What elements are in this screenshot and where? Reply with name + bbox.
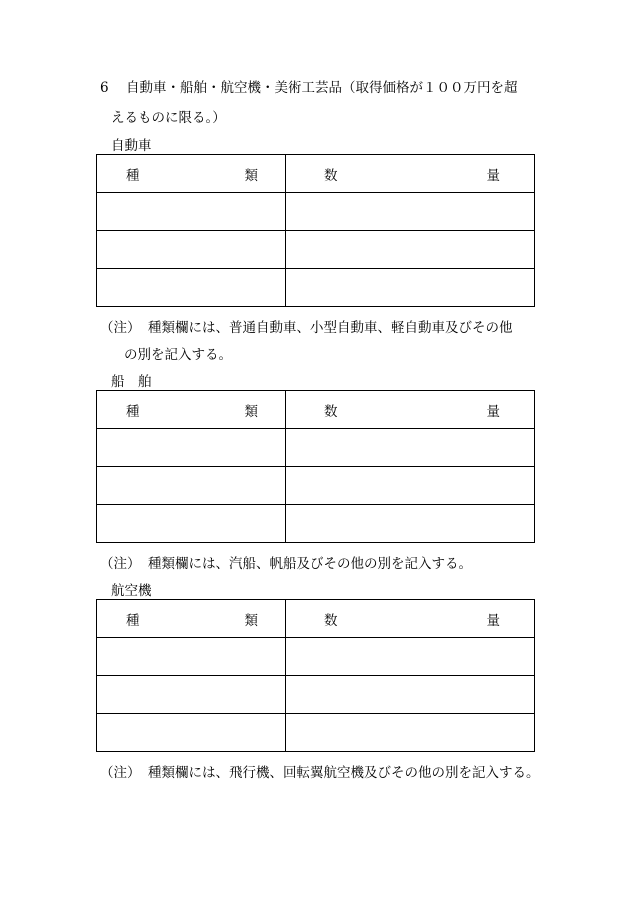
aircraft-note <box>100 761 540 781</box>
kind-cell[interactable] <box>97 676 286 714</box>
header-qty-char2: 量 <box>486 612 500 629</box>
kind-column-header <box>97 600 286 638</box>
table-row <box>97 467 535 505</box>
aircraft-note-line1: 種類欄には、飛行機、回転翼航空機及びその他の別を記入する。 <box>148 765 540 781</box>
header-kind-char1: 種 <box>126 612 140 629</box>
header-kind-char2: 類 <box>244 612 258 629</box>
header-kind-char1: 種 <box>126 403 140 420</box>
kind-cell[interactable] <box>97 505 286 543</box>
header-qty-char1: 数 <box>324 612 338 629</box>
section-number: 6 <box>100 80 109 96</box>
quantity-cell[interactable] <box>286 193 535 231</box>
table-header-row <box>97 600 535 638</box>
kind-cell[interactable] <box>97 193 286 231</box>
section-title-line2: えるものに限る。） <box>111 110 226 126</box>
automobile-note-line2: の別を記入する。 <box>124 347 232 363</box>
quantity-column-header <box>286 391 535 429</box>
aircraft-table <box>96 599 535 752</box>
quantity-cell[interactable] <box>286 429 535 467</box>
table-header-row <box>97 155 535 193</box>
kind-cell[interactable] <box>97 714 286 752</box>
automobile-note-line1: 種類欄には、普通自動車、小型自動車、軽自動車及びその他 <box>148 320 513 336</box>
table-row <box>97 714 535 752</box>
ship-label: 船 舶 <box>111 374 152 390</box>
kind-column-header <box>97 391 286 429</box>
quantity-cell[interactable] <box>286 505 535 543</box>
kind-cell[interactable] <box>97 638 286 676</box>
quantity-cell[interactable] <box>286 467 535 505</box>
quantity-cell[interactable] <box>286 269 535 307</box>
header-qty-char1: 数 <box>324 403 338 420</box>
kind-column-header <box>97 155 286 193</box>
quantity-cell[interactable] <box>286 231 535 269</box>
automobile-label: 自動車 <box>111 138 152 154</box>
table-row <box>97 269 535 307</box>
table-row <box>97 429 535 467</box>
section-heading <box>100 76 518 96</box>
quantity-column-header <box>286 600 535 638</box>
kind-cell[interactable] <box>97 429 286 467</box>
note-tag: （注） <box>100 556 141 572</box>
header-kind-char2: 類 <box>244 167 258 184</box>
section-title-line1: 自動車・船舶・航空機・美術工芸品（取得価格が１００万円を超 <box>126 80 518 96</box>
kind-cell[interactable] <box>97 269 286 307</box>
ship-table <box>96 390 535 543</box>
header-qty-char2: 量 <box>486 167 500 184</box>
quantity-cell[interactable] <box>286 714 535 752</box>
automobile-table <box>96 154 535 307</box>
header-qty-char2: 量 <box>486 403 500 420</box>
table-row <box>97 676 535 714</box>
kind-cell[interactable] <box>97 231 286 269</box>
quantity-cell[interactable] <box>286 638 535 676</box>
table-row <box>97 193 535 231</box>
kind-cell[interactable] <box>97 467 286 505</box>
table-row <box>97 231 535 269</box>
ship-note <box>100 552 472 572</box>
header-qty-char1: 数 <box>324 167 338 184</box>
table-row <box>97 505 535 543</box>
header-kind-char1: 種 <box>126 167 140 184</box>
automobile-note <box>100 316 513 336</box>
table-row <box>97 638 535 676</box>
ship-note-line1: 種類欄には、汽船、帆船及びその他の別を記入する。 <box>148 556 472 572</box>
quantity-column-header <box>286 155 535 193</box>
table-header-row <box>97 391 535 429</box>
header-kind-char2: 類 <box>244 403 258 420</box>
note-tag: （注） <box>100 765 141 781</box>
quantity-cell[interactable] <box>286 676 535 714</box>
aircraft-label: 航空機 <box>111 583 152 599</box>
note-tag: （注） <box>100 320 141 336</box>
